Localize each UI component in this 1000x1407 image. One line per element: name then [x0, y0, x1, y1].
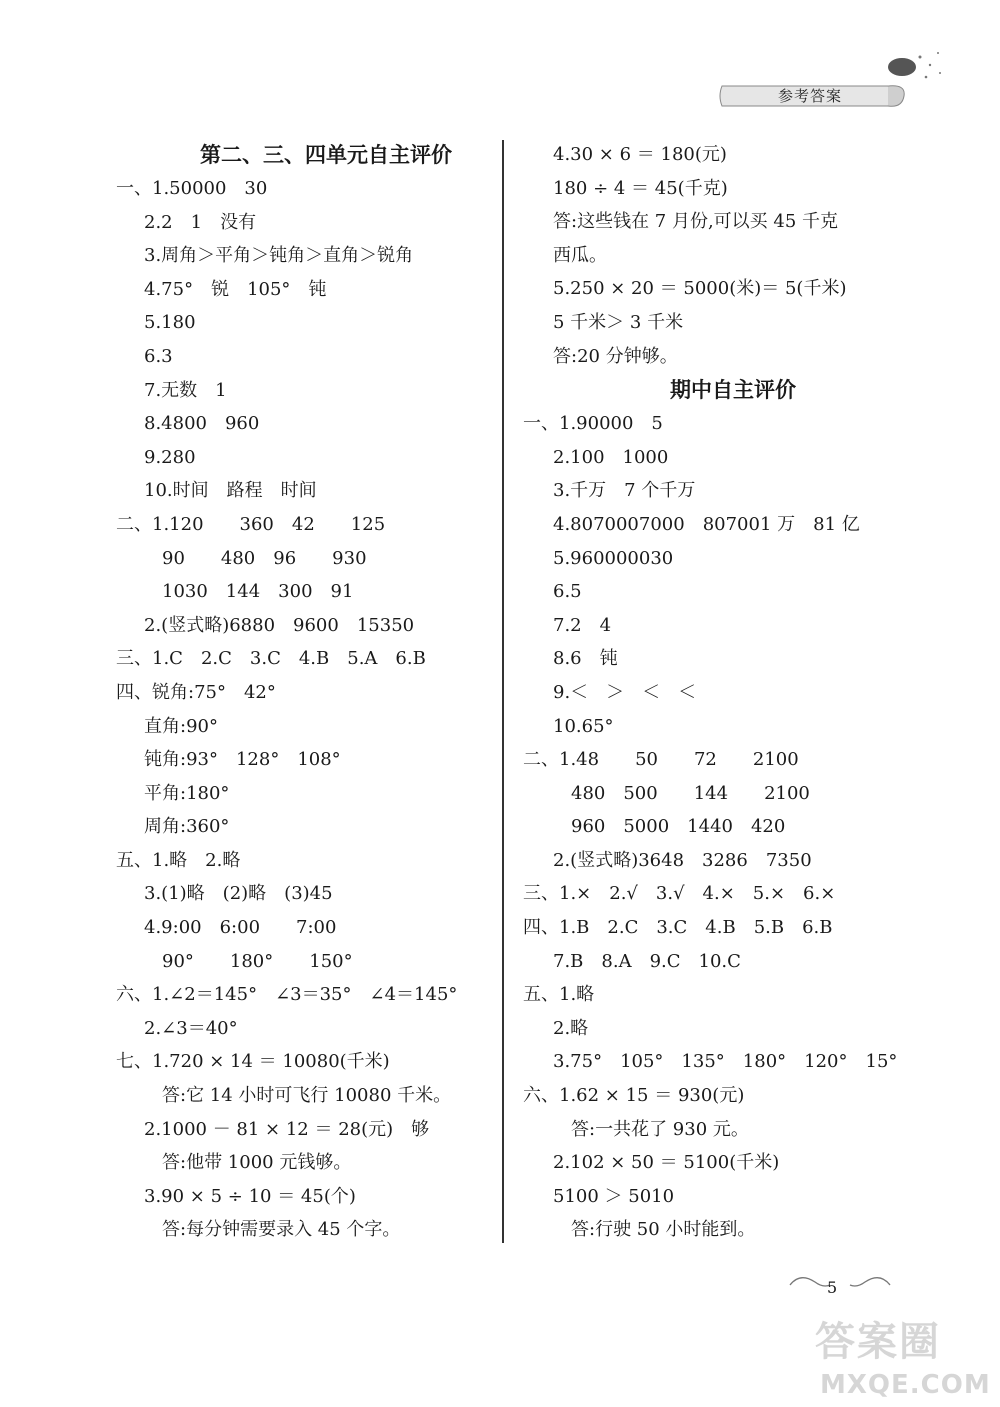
answer-line: 5 千米＞ 3 千米 — [553, 311, 684, 333]
answer-line: 180 ÷ 4 ＝ 45(千克) — [553, 177, 728, 199]
answer-line: 2.1000 － 81 × 12 ＝ 28(元) 够 — [144, 1118, 430, 1140]
answer-line: 8.6 钝 — [553, 648, 618, 670]
answer-line: 2.102 × 50 ＝ 5100(千米) — [553, 1152, 780, 1174]
answer-line: 3.90 × 5 ÷ 10 ＝ 45(个) — [144, 1185, 356, 1207]
column-divider — [502, 140, 504, 1243]
answer-line: 钝角:93° 128° 108° — [144, 749, 341, 771]
answer-line: 8.4800 960 — [144, 413, 260, 435]
answer-line: 2.(竖式略)6880 9600 15350 — [144, 614, 415, 636]
answer-line: 二、1.120 360 42 125 — [116, 513, 386, 535]
answer-line: 90° 180° 150° — [162, 950, 353, 972]
answer-line: 4.30 × 6 ＝ 180(元) — [553, 144, 727, 165]
answer-line: 六、1.62 × 15 ＝ 930(元) — [523, 1085, 745, 1107]
answer-line: 4.9:00 6:00 7:00 — [144, 917, 337, 939]
answer-line: 六、1.∠2＝145° ∠3＝35° ∠4＝145° — [116, 984, 458, 1006]
section-title-units: 第二、三、四单元自主评价 — [200, 143, 452, 167]
answer-line: 2.2 1 没有 — [144, 211, 257, 233]
answer-line: 五、1.略 — [523, 984, 595, 1006]
answer-line: 3.千万 7 个千万 — [553, 480, 696, 502]
answer-line: 6.5 — [553, 581, 582, 603]
answer-line: 7.2 4 — [553, 614, 612, 636]
answer-line: 10.65° — [553, 715, 614, 737]
answer-line: 答:他带 1000 元钱够。 — [162, 1152, 352, 1174]
watermark: 答案圈 — [815, 1319, 941, 1365]
answer-line: 2.(竖式略)3648 3286 7350 — [553, 849, 812, 871]
watermark-url: MXQE.COM — [820, 1370, 991, 1400]
answer-line: 答:它 14 小时可飞行 10080 千米。 — [162, 1085, 452, 1107]
answer-line: 平角:180° — [144, 782, 230, 804]
answer-line: 四、锐角:75° 42° — [116, 681, 276, 703]
answer-line: 2.∠3＝40° — [144, 1017, 238, 1039]
answer-line: 3.(1)略 (2)略 (3)45 — [144, 883, 333, 905]
answer-line: 1030 144 300 91 — [162, 581, 354, 603]
header-title: 参考答案 — [778, 87, 843, 105]
answer-line: 一、1.50000 30 — [116, 178, 268, 199]
answer-line: 二、1.48 50 72 2100 — [523, 749, 799, 771]
answer-line: 周角:360° — [144, 816, 230, 838]
answer-line: 4.75° 锐 105° 钝 — [144, 278, 327, 300]
answer-line: 答:20 分钟够。 — [553, 345, 678, 367]
answer-line: 7.无数 1 — [144, 379, 227, 401]
answer-line: 7.B 8.A 9.C 10.C — [553, 950, 741, 972]
left-column — [116, 138, 496, 1247]
answer-line: 西瓜。 — [553, 244, 607, 266]
answer-line: 480 500 144 2100 — [571, 782, 810, 804]
answer-line: 七、1.720 × 14 ＝ 10080(千米) — [116, 1051, 390, 1073]
answer-line: 三、1.C 2.C 3.C 4.B 5.A 6.B — [116, 648, 426, 670]
answer-line: 3.周角＞平角＞钝角＞直角＞锐角 — [144, 245, 414, 267]
footer-ornament-icon — [785, 1270, 895, 1300]
answer-line: 9.＜ ＞ ＜ ＜ — [553, 681, 697, 703]
right-column — [523, 138, 903, 1247]
answer-line: 三、1.× 2.√ 3.√ 4.× 5.× 6.× — [523, 883, 836, 905]
section-title-midterm: 期中自主评价 — [670, 378, 796, 403]
answer-line: 2.略 — [553, 1017, 589, 1039]
answer-line: 五、1.略 2.略 — [116, 849, 241, 871]
answer-line: 2.100 1000 — [553, 446, 669, 468]
answer-line: 5.250 × 20 ＝ 5000(米)＝ 5(千米) — [553, 278, 847, 300]
answer-line: 3.75° 105° 135° 180° 120° 15° — [553, 1051, 898, 1073]
page-number: 5 — [827, 1278, 838, 1297]
answer-line: 9.280 — [144, 446, 196, 468]
answer-line: 答:每分钟需要录入 45 个字。 — [162, 1219, 401, 1241]
answer-line: 答:这些钱在 7 月份,可以买 45 千克 — [553, 211, 839, 233]
answer-line: 一、1.90000 5 — [523, 413, 663, 435]
answer-line: 10.时间 路程 时间 — [144, 480, 317, 502]
answer-line: 90 480 96 930 — [162, 547, 367, 569]
answer-line: 960 5000 1440 420 — [571, 816, 786, 838]
answer-line: 4.8070007000 807001 万 81 亿 — [553, 513, 860, 535]
answer-line: 四、1.B 2.C 3.C 4.B 5.B 6.B — [523, 917, 833, 939]
decorative-flower-icon — [880, 45, 950, 95]
answer-line: 6.3 — [144, 345, 173, 367]
answer-line: 直角:90° — [144, 715, 218, 737]
answer-line: 答:一共花了 930 元。 — [571, 1118, 749, 1140]
answer-line: 5100 ＞ 5010 — [553, 1185, 675, 1207]
answer-line: 答:行驶 50 小时能到。 — [571, 1219, 756, 1241]
answer-line: 5.960000030 — [553, 547, 674, 569]
answer-line: 5.180 — [144, 312, 196, 334]
